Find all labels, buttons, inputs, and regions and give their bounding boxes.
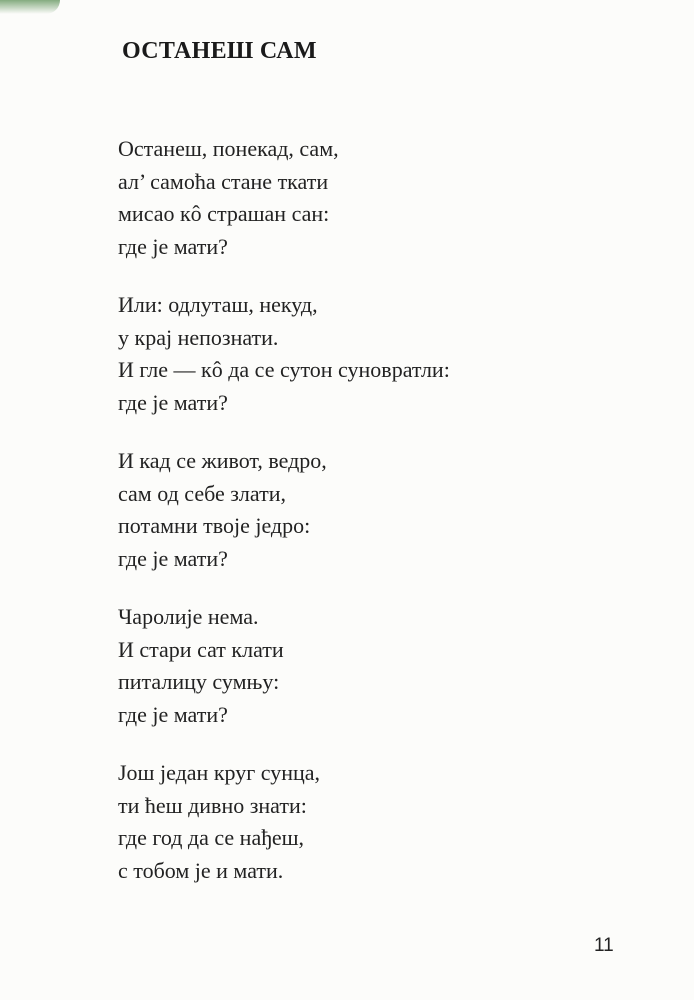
poem-line: Чаролије нема. xyxy=(118,604,259,629)
poem-line: где је мати? xyxy=(118,701,228,727)
poem-title: ОСТАНЕШ САМ xyxy=(122,38,317,64)
poem-line: И гле — кô да се сутон суновратли: xyxy=(118,357,450,382)
poem-line: где год да се нађеш, xyxy=(118,825,305,850)
stanza-3 xyxy=(118,445,638,575)
poem-body xyxy=(118,133,638,913)
page-number: 11 xyxy=(594,935,614,956)
stanza-5 xyxy=(118,757,638,887)
poem-line: где је мати? xyxy=(118,545,228,571)
poem-line: питалицу сумњу: xyxy=(118,669,280,694)
poem-line: Још један круг сунца, xyxy=(118,760,321,785)
poem-line: ти ћеш дивно знати: xyxy=(118,792,307,818)
poem-line: мисао кô страшан сан: xyxy=(118,201,330,226)
poem-line: у крај непознати. xyxy=(118,324,279,350)
poem-line: Останеш, понекад, сам, xyxy=(118,136,339,161)
stanza-4 xyxy=(118,601,638,731)
stanza-2 xyxy=(118,289,638,419)
poem-line: И кад се живот, ведро, xyxy=(118,448,327,473)
poem-line: где је мати? xyxy=(118,233,228,259)
poem-line: И стари сат клати xyxy=(118,636,284,662)
poem-line: сам од себе злати, xyxy=(118,480,286,506)
poem-line: с тобом је и мати. xyxy=(118,857,284,883)
cover-edge-decoration xyxy=(0,0,60,14)
stanza-1 xyxy=(118,133,638,263)
poem-line: где је мати? xyxy=(118,389,228,415)
poem-line: ал’ самоћа стане ткати xyxy=(118,168,329,194)
poem-line: потамни твоје једро: xyxy=(118,513,311,538)
poem-line: Или: одлуташ, некуд, xyxy=(118,292,318,317)
